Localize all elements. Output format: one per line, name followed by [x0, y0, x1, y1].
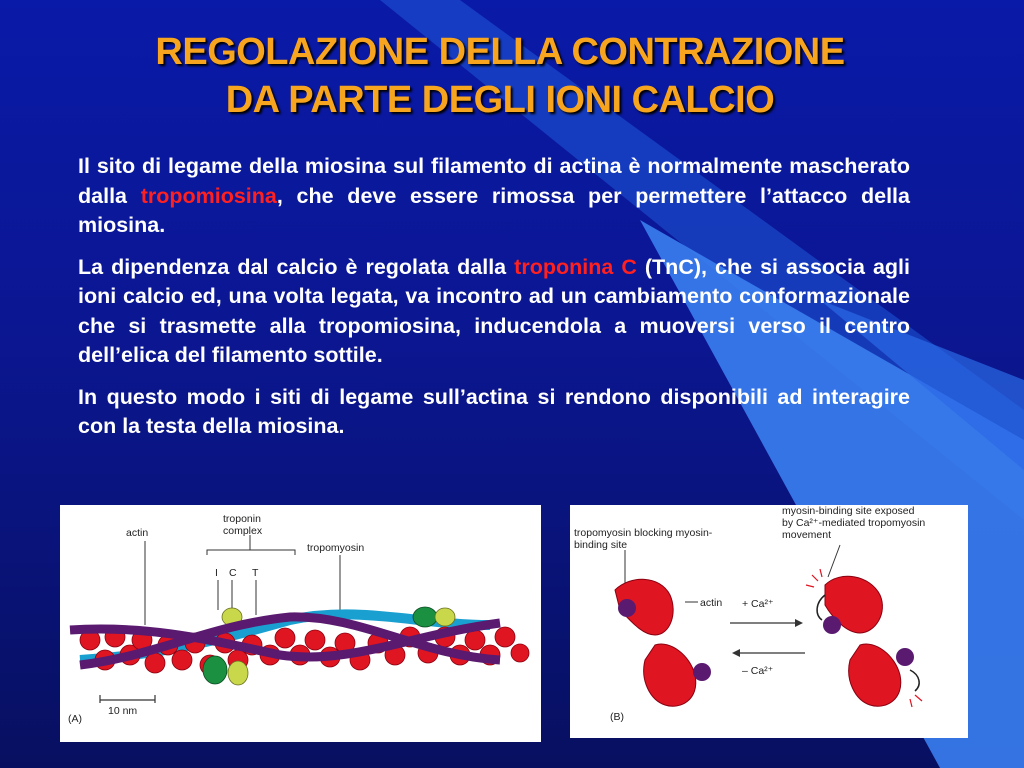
label-troponin-t: T — [252, 567, 259, 579]
label-tropomyosin-blocking: tropomyosin blocking myosin-binding site — [574, 527, 713, 551]
figure-b-calcium-mechanism — [570, 505, 968, 738]
slide-body — [78, 152, 910, 454]
label-troponin-complex: troponin complex — [223, 513, 263, 537]
label-tropomyosin: tropomyosin — [307, 542, 365, 554]
figure-a-thin-filament — [60, 505, 541, 742]
label-minus-calcium: – Ca²⁺ — [742, 665, 774, 677]
label-troponin-i: I — [215, 567, 218, 579]
label-plus-calcium: + Ca²⁺ — [742, 598, 774, 610]
title-line-2: DA PARTE DEGLI IONI CALCIO — [225, 79, 775, 121]
paragraph-2: La dipendenza dal calcio è regolata dalla troponina C (TnC), che si associa agli ioni calcio ed, una volta legata, va incontro ad un cambiamento conformazionale che si trasmette alla tropomiosina, inducendola a muoversi verso il centro dell’elica del filamento sottile. — [78, 254, 910, 367]
scale-bar-label: 10 nm — [108, 705, 138, 717]
highlight-troponina-c: troponina C — [514, 254, 637, 279]
label-actin: actin — [126, 527, 149, 539]
calcium-mechanism-illustration — [570, 505, 968, 738]
panel-label-a: (A) — [68, 713, 82, 725]
panel-label-b: (B) — [610, 711, 624, 723]
highlight-tropomiosina: tropomiosina — [140, 183, 277, 208]
paragraph-1: Il sito di legame della miosina sul filamento di actina è normalmente mascherato dalla tropomiosina, che deve essere rimossa per permettere l’attacco della miosina. — [78, 154, 910, 237]
label-actin-b: actin — [700, 597, 723, 609]
slide-title — [40, 28, 960, 124]
label-binding-site-exposed: myosin-binding site exposed by Ca²⁺-mediated tropomyosin movement — [782, 505, 926, 541]
title-line-1: REGOLAZIONE DELLA CONTRAZIONE — [155, 31, 845, 73]
label-troponin-c: C — [229, 567, 237, 579]
paragraph-3: In questo modo i siti di legame sull’actina si rendono disponibili ad interagire con la testa della miosina. — [78, 384, 910, 438]
thin-filament-illustration — [60, 505, 541, 742]
